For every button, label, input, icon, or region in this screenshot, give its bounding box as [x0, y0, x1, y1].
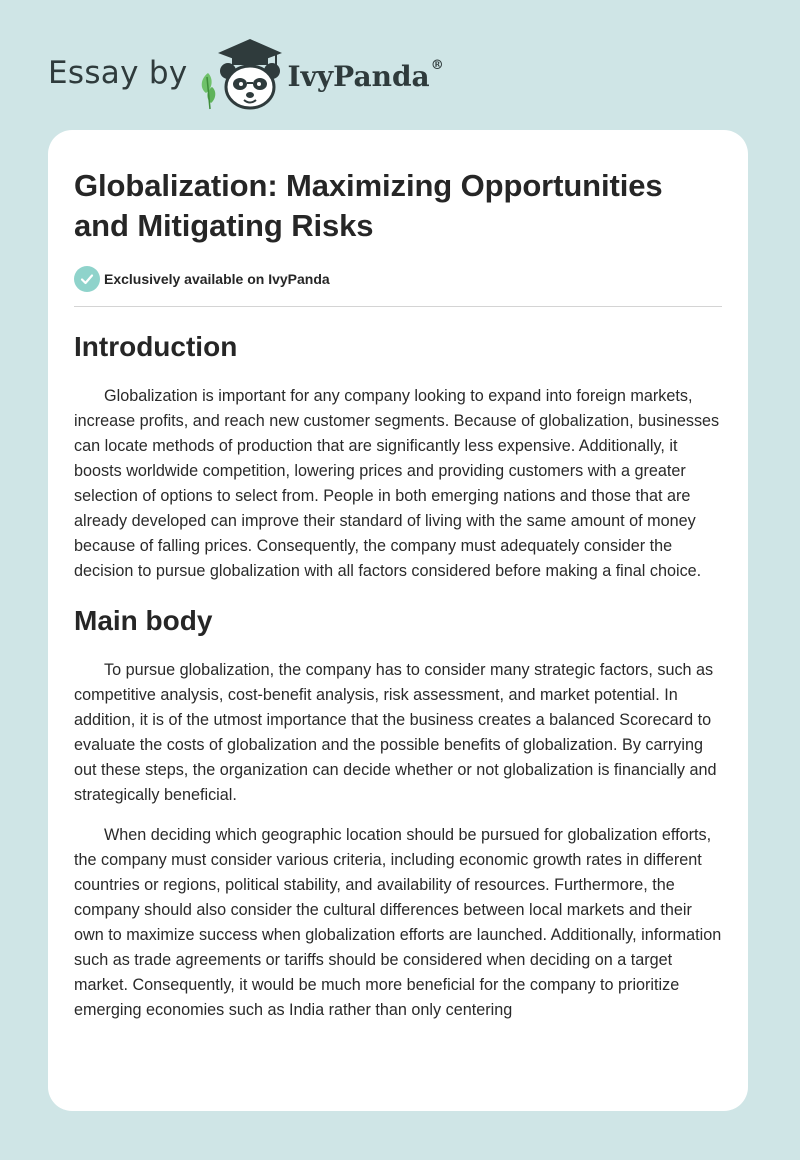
- brand-name: IvyPanda®: [287, 57, 444, 93]
- checkmark-icon: [74, 266, 100, 292]
- leaf-icon: [201, 73, 215, 109]
- ivypanda-logo[interactable]: [198, 33, 444, 113]
- page-title: Globalization: Maximizing Opportunities and Mitigating Risks: [74, 168, 663, 243]
- panda-logo-icon: [198, 33, 282, 113]
- essay-by-label: Essay by: [48, 55, 188, 91]
- paragraph: To pursue globalization, the company has to consider many strategic factors, such as competitive analysis, cost-benefit analysis, risk assessment, and market potential. In addition, it is of the utmost importance that the business creates a balanced Scorecard to evaluate the costs of globalization and the possible benefits of globalization. By carrying out these steps, the organization can decide whether or not globalization is financially and strategically beneficial.: [74, 661, 717, 804]
- paragraph: Globalization is important for any company looking to expand into foreign markets, increase profits, and reach new customer segments. Because of globalization, businesses can locate methods of production that are significantly less expensive. Additionally, it boosts worldwide competition, lowering prices and providing customers with a greater selection of options to select from. People in both emerging nations and those that are already developed can improve their standard of living with the same amount of money because of falling prices. Consequently, the company must adequately consider the decision to pursue globalization with all factors considered before making a final choice.: [74, 387, 720, 580]
- essay-card: [48, 130, 748, 1111]
- paragraph: When deciding which geographic location should be pursued for globalization efforts, the company must consider various criteria, including economic growth rates in different countries or regions, political stability, and availability of resources. Furthermore, the company should also consider the cultural differences between local markets and their own to maximize success when globalization efforts are launched. Additionally, information such as trade agreements or tariffs should be considered when deciding on a target market. Consequently, it would be much more beneficial for the company to prioritize emerging economies such as India rather than only centering: [74, 826, 722, 1019]
- divider: [74, 306, 722, 307]
- site-header: [48, 28, 444, 118]
- section-heading-introduction: Introduction: [74, 331, 238, 362]
- exclusive-label: Exclusively available on IvyPanda: [104, 271, 330, 287]
- registered-mark: ®: [430, 57, 444, 73]
- exclusive-badge: [74, 266, 722, 292]
- section-heading-main-body: Main body: [74, 605, 213, 636]
